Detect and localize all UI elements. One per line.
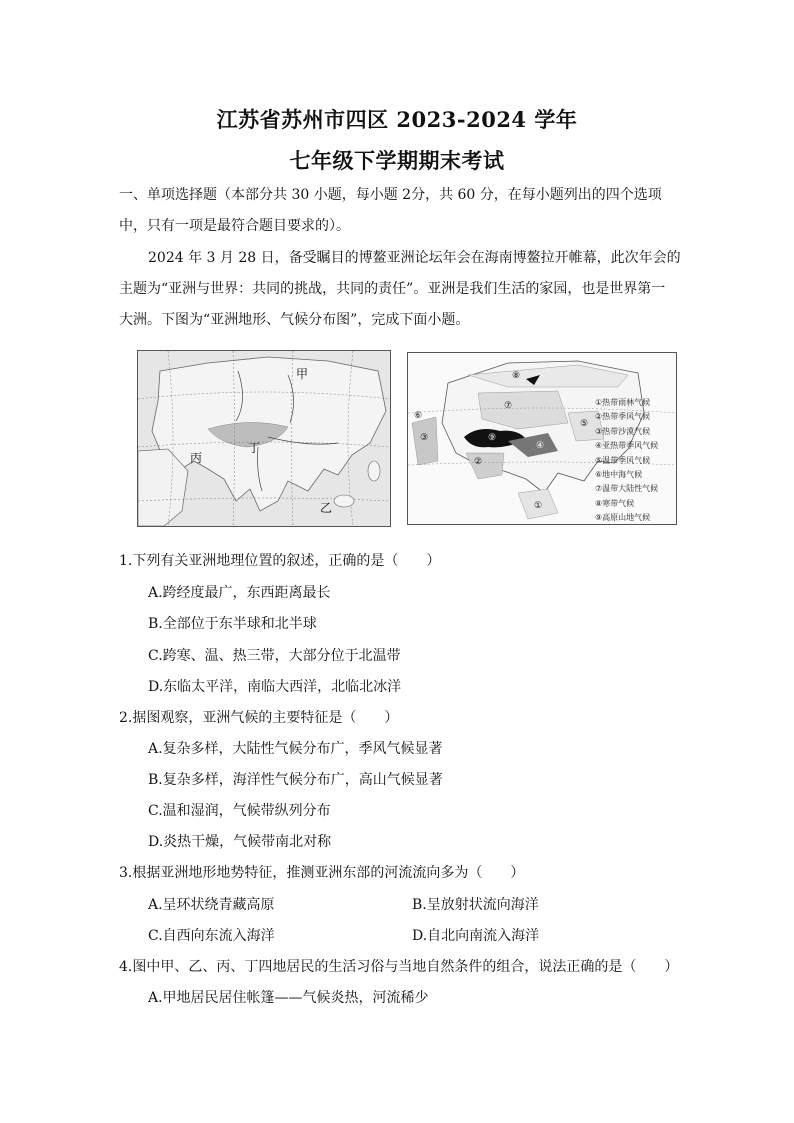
legend-item: ①热带雨林气候	[595, 398, 651, 407]
label-yi: 乙	[320, 501, 333, 515]
zone-3: ③	[420, 433, 429, 443]
legend-item: ⑤温带季风气候	[595, 455, 651, 465]
asia-terrain-map	[137, 350, 391, 527]
asia-figure	[137, 350, 677, 525]
label-jia: 甲	[296, 367, 309, 381]
legend-item: ④亚热带季风气候	[595, 441, 659, 451]
legend-item: ⑨高原山地气候	[595, 513, 651, 523]
legend-item: ⑦温带大陆性气候	[595, 484, 659, 494]
question-4-stem: 4.图中甲、乙、丙、丁四地居民的生活习俗与当地自然条件的组合，说法正确的是（ ）	[119, 959, 679, 975]
intro-line-2: 主题为“亚洲与世界：共同的挑战，共同的责任”。亚洲是我们生活的家园，也是世界第一	[119, 281, 666, 297]
q1-option-d: D.东临太平洋，南临大西洋，北临北冰洋	[148, 679, 402, 695]
zone-6: ⑥	[414, 411, 423, 421]
section-heading-line-1: 一、单项选择题（本部分共 30 小题，每小题 2分，共 60 分，在每小题列出的四个选项	[119, 187, 662, 203]
climate-legend	[595, 396, 658, 526]
q1-option-c: C.跨寒、温、热三带，大部分位于北温带	[148, 648, 401, 664]
zone-8: ⑧	[512, 371, 521, 381]
section-heading-line-2: 中，只有一项是最符合题目要求的）。	[119, 218, 350, 234]
q3-option-c: C.自西向东流入海洋	[148, 928, 275, 944]
intro-line-3: 大洲。下图为“亚洲地形、气候分布图”，完成下面小题。	[119, 312, 470, 328]
q1-option-a: A.跨经度最广，东西距离最长	[148, 585, 331, 601]
q2-option-d: D.炎热干燥，气候带南北对称	[148, 834, 332, 850]
zone-5: ⑤	[580, 419, 589, 429]
q2-option-b: B.复杂多样，海洋性气候分布广，高山气候显著	[148, 772, 443, 788]
q3-option-b: B.呈放射状流向海洋	[412, 897, 539, 913]
question-1-stem: 1.下列有关亚洲地理位置的叙述，正确的是（ ）	[119, 553, 441, 569]
legend-item: ⑥地中海气候	[595, 470, 643, 480]
exam-title: 江苏省苏州市四区 2023-2024 学年	[216, 107, 578, 132]
legend-item: ③热带沙漠气候	[595, 426, 651, 436]
legend-item: ⑧寒带气候	[595, 498, 635, 508]
label-bing: 丙	[190, 451, 203, 465]
question-2-stem: 2.据图观察，亚洲气候的主要特征是（ ）	[119, 710, 399, 726]
zone-9: ⑨	[488, 433, 497, 443]
zone-1: ①	[534, 501, 543, 511]
exam-subtitle: 七年级下学期期末考试	[289, 148, 505, 173]
terrain-map-drawing	[138, 351, 390, 526]
zone-4: ④	[536, 441, 545, 451]
q3-option-d: D.自北向南流入海洋	[412, 928, 540, 944]
question-3-stem: 3.根据亚洲地形地势特征，推测亚洲东部的河流流向多为（ ）	[119, 865, 525, 881]
q4-option-a: A.甲地居民居住帐篷——气候炎热，河流稀少	[148, 990, 429, 1006]
legend-item: ②热带季风气候	[595, 412, 651, 422]
intro-line-1: 2024 年 3 月 28 日，备受瞩目的博鳌亚洲论坛年会在海南博鳌拉开帷幕，此次年会的	[148, 250, 681, 266]
q3-option-a: A.呈环状绕青藏高原	[148, 897, 275, 913]
q2-option-a: A.复杂多样，大陆性气候分布广，季风气候显著	[148, 741, 443, 757]
q1-option-b: B.全部位于东半球和北半球	[148, 616, 317, 632]
zone-7: ⑦	[504, 401, 513, 411]
q2-option-c: C.温和湿润，气候带纵列分布	[148, 803, 331, 819]
zone-2: ②	[474, 457, 483, 467]
label-ding: 丁	[248, 441, 261, 455]
